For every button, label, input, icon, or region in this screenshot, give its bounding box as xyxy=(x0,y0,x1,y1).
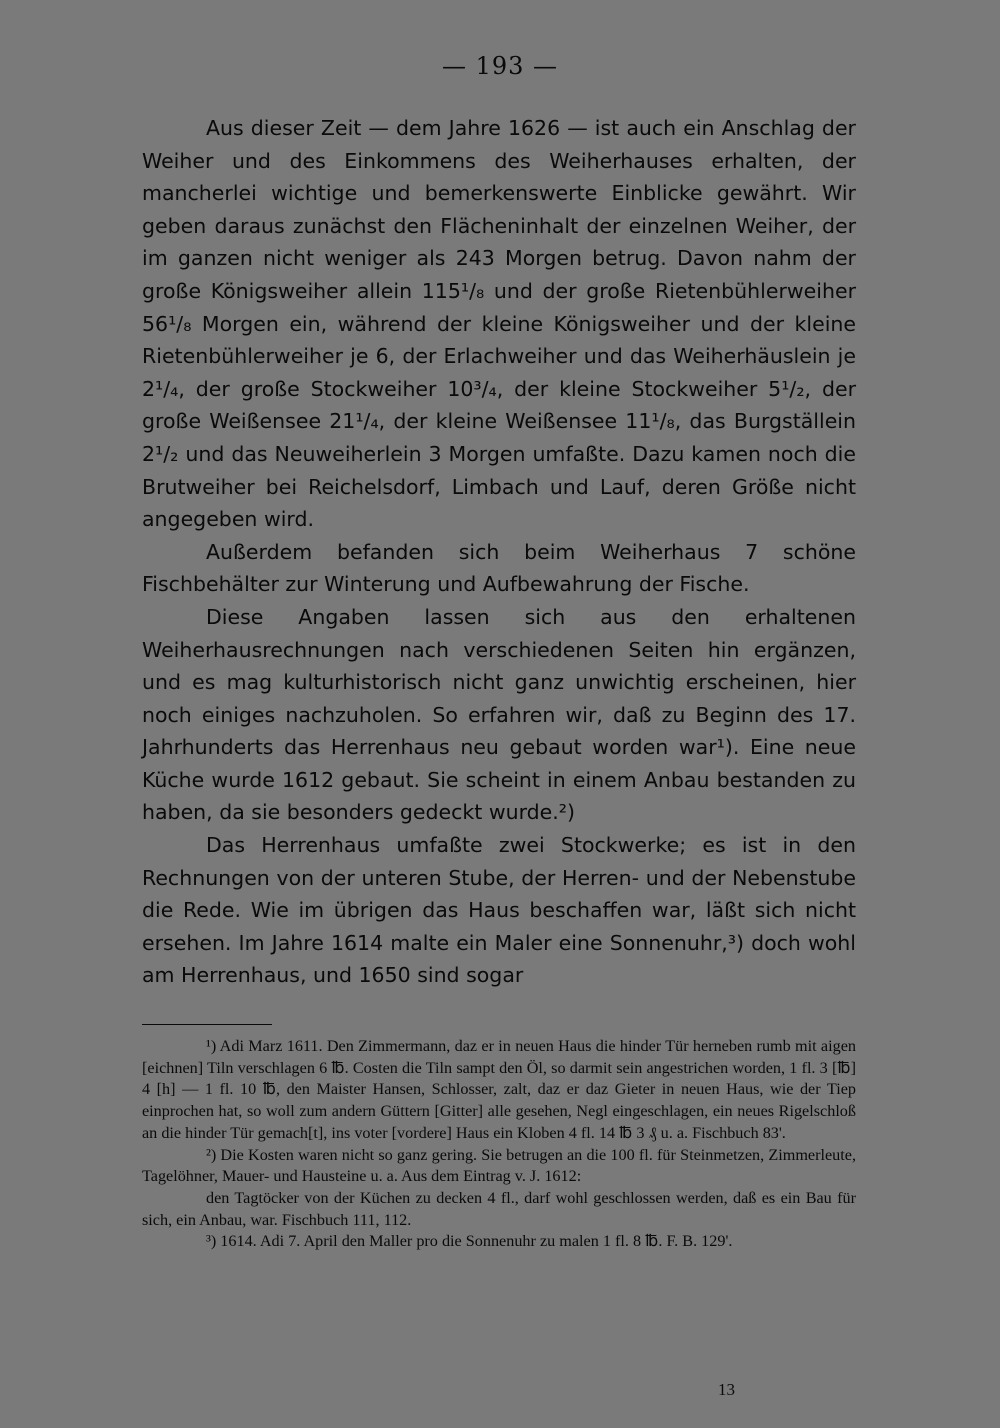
main-text xyxy=(142,112,856,992)
signature-mark: 13 xyxy=(718,1380,735,1399)
footnotes xyxy=(142,1036,856,1253)
page-number: — 193 — xyxy=(441,52,559,80)
footnote: ²) Die Kosten waren nicht so ganz gering. Sie betrugen an die 100 fl. für Steinmetzen, Zimmerleute, Tagelöhner, Mauer- und Hausteine u. a. Aus dem Eintrag v. J. 1612: xyxy=(142,1145,856,1186)
paragraph: Aus dieser Zeit — dem Jahre 1626 — ist auch ein Anschlag der Weiher und des Einkommens des Weiherhauses erhalten, der mancherlei wichtige und bemerkenswerte Einblicke gewährt. Wir geben daraus zunächst den Flächeninhalt der einzelnen Weiher, der im ganzen nicht weniger als 243 Morgen betrug. Davon nahm der große Königsweiher allein 115¹/₈ und der große Rietenbühlerweiher 56¹/₈ Morgen ein, während der kleine Königsweiher und der kleine Rietenbühlerweiher je 6, der Erlachweiher und das Weiherhäuslein je 2¹/₄, der große Stockweiher 10³/₄, der kleine Stockweiher 5¹/₂, der große Weißensee 21¹/₄, der kleine Weißensee 11¹/₈, das Burgställein 2¹/₂ und das Neuweiherlein 3 Morgen umfaßte. Dazu kamen noch die Brutweiher bei Reichelsdorf, Limbach und Lauf, deren Größe nicht angegeben wird. xyxy=(142,116,856,532)
footnote-divider xyxy=(142,1024,272,1025)
paragraph: Das Herrenhaus umfaßte zwei Stockwerke; es ist in den Rechnungen von der unteren Stube, der Herren- und der Nebenstube die Rede. Wie im übrigen das Haus beschaffen war, läßt sich nicht ersehen. Im Jahre 1614 malte ein Maler eine Sonnenuhr,³) doch wohl am Herrenhaus, und 1650 sind sogar xyxy=(142,833,856,988)
footnote-continuation: den Tagtöcker von der Küchen zu decken 4 fl., darf wohl geschlossen werden, daß es ein Bau für sich, ein Anbau, war. Fischbuch 111, 112. xyxy=(142,1188,856,1229)
footnote: ³) 1614. Adi 7. April den Maller pro die Sonnenuhr zu malen 1 fl. 8 ℔. F. B. 129'. xyxy=(206,1232,733,1251)
paragraph: Außerdem befanden sich beim Weiherhaus 7 schöne Fischbehälter zur Winterung und Aufbewahrung der Fische. xyxy=(142,539,856,597)
paragraph: Diese Angaben lassen sich aus den erhaltenen Weiherhausrechnungen nach verschiedenen Seiten hin ergänzen, und es mag kulturhistorisch nicht ganz unwichtig erscheinen, hier noch einiges nachzuholen. So erfahren wir, daß zu Beginn des 17. Jahrhunderts das Herrenhaus neu gebaut worden war¹). Eine neue Küche wurde 1612 gebaut. Sie scheint in einem Anbau bestanden zu haben, da sie besonders gedeckt wurde.²) xyxy=(142,604,856,825)
footnote: ¹) Adi Marz 1611. Den Zimmermann, daz er in neuen Haus die hinder Tür herneben rumb mit aigen [eichnen] Tiln verschlagen 6 ℔. Costen die Tiln sampt den Öl, so darmit sein angestrichen worden, 1 fl. 3 [℔] 4 [h] — 1 fl. 10 ℔, den Maister Hansen, Schlosser, zalt, daz er daz Gieter in neuen Haus, wie der Tiep einprochen hat, so woll zum andern Güttern [Gitter] alle gesehen, Negl eingeschlagen, ein neues Rigelschloß an die hinder Tür gemach[t], ins voter [vordere] Haus ein Kloben 4 fl. 14 ℔ 3 ₰ u. a. Fischbuch 83'. xyxy=(142,1037,856,1142)
